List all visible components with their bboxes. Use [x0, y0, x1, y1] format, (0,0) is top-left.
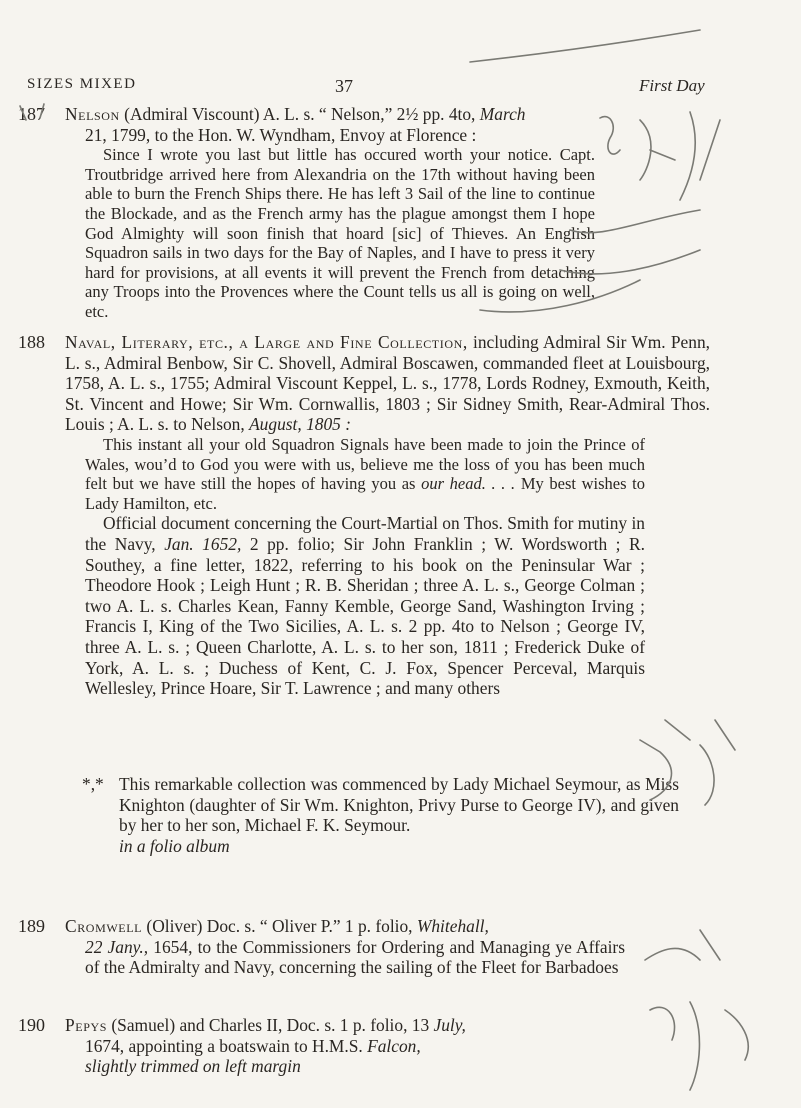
lot-heading-text: (Oliver) Doc. s. “ Oliver P.” 1 p. folio, — [142, 916, 417, 936]
pencil-stroke-header — [470, 30, 700, 62]
lot-heading-name: Pepys — [65, 1015, 108, 1035]
pencil-mark-189-c — [725, 1010, 748, 1060]
lot-heading-date: March — [479, 104, 526, 124]
lot-heading-line2: 1654, to the Commissioners for Ordering and Managing ye Affairs of the Admiralty and Navy, concerning the sailing of the Fleet for Barbadoes — [85, 936, 625, 978]
lot-date: 22 Jany., — [85, 936, 149, 957]
note-italic: in a folio album — [119, 835, 230, 856]
lot-heading-rest: 1674, appointing a boatswain to H.M.S. — [85, 1035, 368, 1056]
section-title: SIZES MIXED — [27, 76, 137, 92]
lot-description — [65, 104, 725, 322]
collection-note — [82, 774, 702, 856]
lot-paragraph-rest: 2 pp. folio; Sir John Franklin ; W. Wordsworth ; R. Southey, a fine letter, 1822, referring to his book on the Peninsular War ; Theodore Hook ; Leigh Hunt ; R. B. Sheridan ; three A. L. s., George Colman ; two A. L. s. Charles Kean, Fanny Kemble, George Sand, Washington Irving ; Francis I, King of the Two Sicilies, A. L. s. 2 pp. 4to to Nelson ; George IV, three A. L. s. ; Queen Charlotte, A. L. s. to her son, 1811 ; Frederick Duke of York, A. L. s. ; Duchess of Kent, C. J. Fox, Spencer Perceval, Marquis Wellesley, Prince Hoare, Sir T. Lawrence ; and many others — [85, 533, 645, 699]
lot-quote: Since I wrote you last but little has occured worth your notice. Capt. Troutbridge arrived here from Alexandria on the 17th without having been able to burn the French Ships there. He has left 3 Sail of the line to continue the Blockade, and as the French army has the plague amongst them I hope God Almighty will soon finish that hoard [sic] of Thieves. An English Squadron sails in two days for the Bay of Naples, and I have to press it very hard for provisions, at all events it will prevent the French from detaching any Troops into the Provences where the Count tells us all is going on well, etc. — [85, 145, 595, 321]
note-text: This remarkable collection was commenced by Lady Michael Seymour, as Miss Knighton (daughter of Sir Wm. Knighton, Privy Purse to George IV), and given by her to her son, Michael F. K. Seymour. — [119, 774, 679, 836]
note-marker: *,* — [82, 774, 104, 794]
lot-description — [65, 332, 710, 699]
lot-190 — [18, 1015, 718, 1077]
pencil-mark-188-b — [700, 720, 735, 805]
lot-187 — [18, 104, 718, 322]
lot-description — [65, 916, 625, 978]
lot-description — [65, 1015, 625, 1077]
lot-quote-italic: our head. . . . — [421, 474, 516, 494]
lot-number: 187 — [18, 104, 45, 124]
lot-heading-text: including Admiral Sir Wm. Penn, L. s., Admiral Benbow, Sir C. Shovell, Admiral Boscawen, commanded fleet at Louisbourg, 1758, A. L. s., 1755; Admiral Viscount Keppel, L. s., 1778, Lords Rodney, Exmouth, Keith, St. Vincent and Howe; Sir Wm. Cornwallis, 1803 ; Sir Sidney Smith, Rear-Admiral Thos. Louis ; A. L. s. to Nelson, — [65, 332, 710, 435]
lot-paragraph-date: Jan. 1652, — [164, 533, 242, 554]
lot-189 — [18, 916, 718, 978]
lot-heading-date: August, 1805 : — [249, 414, 351, 435]
lot-heading-place: Whitehall, — [416, 916, 489, 936]
lot-quote-end: My best wishes to Lady Hamilton, etc. — [85, 474, 646, 513]
page-number: 37 — [335, 76, 353, 96]
lot-heading-line2: 21, 1799, to the Hon. W. Wyndham, Envoy at Florence : — [85, 124, 477, 145]
lot-number: 188 — [18, 332, 45, 352]
lot-quote: This instant all your old Squadron Signals have been made to join the Prince of Wales, wou’d to God you were with us, believe me the loss of you has been much felt but we have still the hopes of having you as — [85, 434, 645, 494]
condition-note: slightly trimmed on left margin — [85, 1056, 301, 1077]
lot-188 — [18, 332, 718, 699]
lot-heading-name: Naval, Literary, etc., a Large and Fine Collection, — [65, 332, 468, 352]
day-label: First Day — [639, 76, 705, 95]
lot-heading-date: July, — [433, 1015, 466, 1035]
lot-heading-name: Cromwell — [65, 916, 143, 936]
lot-number: 190 — [18, 1015, 45, 1035]
page-header — [27, 76, 767, 102]
ship-name: Falcon, — [367, 1035, 421, 1056]
lot-paragraph: Official document concerning the Court-Martial on Thos. Smith for mutiny in the Navy, — [85, 513, 645, 554]
lot-heading-text: (Samuel) and Charles II, Doc. s. 1 p. folio, 13 — [107, 1015, 434, 1035]
lot-number: 189 — [18, 916, 45, 936]
lot-heading-name: Nelson — [65, 104, 120, 124]
lot-heading-text: (Admiral Viscount) A. L. s. “ Nelson,” 2½ pp. 4to, — [119, 104, 480, 124]
